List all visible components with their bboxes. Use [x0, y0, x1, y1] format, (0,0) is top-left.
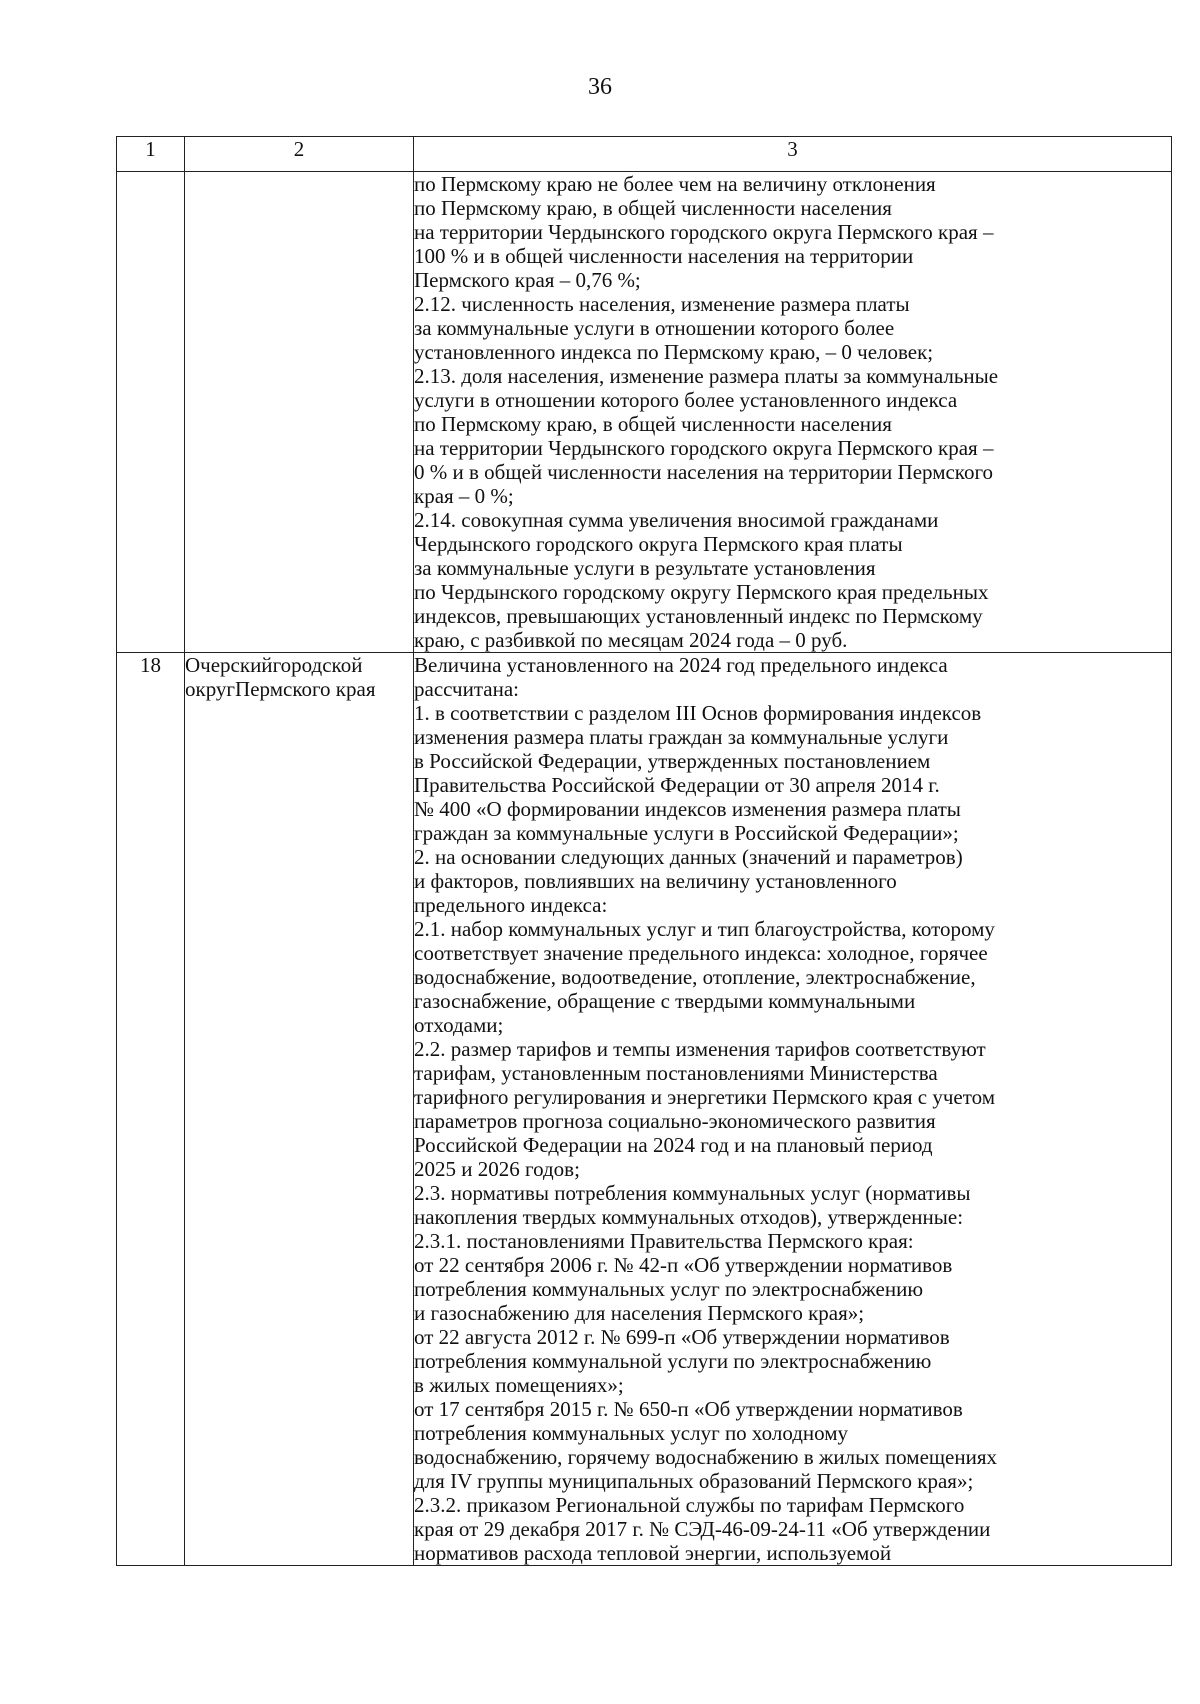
- text-line: соответствует значение предельного индекса: холодное, горячее: [414, 941, 988, 965]
- text-line: водоснабжение, водоотведение, отопление, электроснабжение,: [414, 965, 976, 989]
- document-table: [116, 136, 1172, 1566]
- table-header-row: [117, 137, 1172, 172]
- text-line: за коммунальные услуги в отношении которого более: [414, 316, 895, 340]
- column-header-3: 3: [414, 137, 1172, 172]
- table-row-continued: [117, 172, 1172, 653]
- table-row-18: [117, 653, 1172, 1566]
- text-line: по Пермскому краю, в общей численности населения: [414, 196, 892, 220]
- text-line: Величина установленного на 2024 год предельного индекса: [414, 653, 948, 677]
- column-header-2: 2: [185, 137, 414, 172]
- municipality-cell: [185, 172, 414, 653]
- text-line: № 400 «О формировании индексов изменения размера платы: [414, 797, 961, 821]
- text-line: 2.1. набор коммунальных услуг и тип благоустройства, которому: [414, 917, 995, 941]
- text-line: 2.13. доля населения, изменение размера платы за коммунальные: [414, 364, 999, 388]
- text-line: 2.2. размер тарифов и темпы изменения тарифов соответствуют: [414, 1037, 986, 1061]
- text-line: от 17 сентября 2015 г. № 650-п «Об утверждении нормативов: [414, 1397, 963, 1421]
- text-line: края от 29 декабря 2017 г. № СЭД-46-09-24-11 «Об утверждении: [414, 1517, 991, 1541]
- text-line: краю, с разбивкой по месяцам 2024 года – 0 руб.: [414, 628, 848, 652]
- text-line: Российской Федерации на 2024 год и на плановый период: [414, 1133, 933, 1157]
- text-line: по Чердынского городскому округу Пермского края предельных: [414, 580, 989, 604]
- text-line: за коммунальные услуги в результате установления: [414, 556, 876, 580]
- text-line: потребления коммунальной услуги по электроснабжению: [414, 1349, 932, 1373]
- text-line: отходами;: [414, 1013, 504, 1037]
- text-line: предельного индекса:: [414, 893, 608, 917]
- text-line: водоснабжению, горячему водоснабжению в жилых помещениях: [414, 1445, 998, 1469]
- municipality-name-line: городской округ: [185, 653, 363, 701]
- text-line: установленного индекса по Пермскому краю, – 0 человек;: [414, 340, 934, 364]
- text-line: индексов, превышающих установленный индекс по Пермскому: [414, 604, 983, 628]
- text-line: края – 0 %;: [414, 484, 514, 508]
- text-line: от 22 августа 2012 г. № 699-п «Об утверждении нормативов: [414, 1325, 950, 1349]
- text-line: тарифного регулирования и энергетики Пермского края с учетом: [414, 1085, 996, 1109]
- text-line: рассчитана:: [414, 677, 519, 701]
- page-number: 36: [588, 74, 612, 100]
- text-line: нормативов расхода тепловой энергии, используемой: [414, 1541, 892, 1565]
- text-line: Пермского края – 0,76 %;: [414, 268, 641, 292]
- text-line: 100 % и в общей численности населения на территории: [414, 244, 914, 268]
- text-line: граждан за коммунальные услуги в Российской Федерации»;: [414, 821, 959, 845]
- text-line: 2. на основании следующих данных (значений и параметров): [414, 845, 963, 869]
- text-line: в жилых помещениях»;: [414, 1373, 624, 1397]
- text-line: изменения размера платы граждан за коммунальные услуги: [414, 725, 949, 749]
- description-cell: [414, 172, 1172, 653]
- text-line: накопления твердых коммунальных отходов), утвержденные:: [414, 1205, 964, 1229]
- text-line: 1. в соответствии с разделом III Основ формирования индексов: [414, 701, 982, 725]
- text-line: 2.3.1. постановлениями Правительства Пермского края:: [414, 1229, 914, 1253]
- text-line: и газоснабжению для населения Пермского края»;: [414, 1301, 865, 1325]
- row-number-cell: [117, 172, 185, 653]
- text-line: на территории Чердынского городского округа Пермского края –: [414, 220, 994, 244]
- text-line: 0 % и в общей численности населения на территории Пермского: [414, 460, 994, 484]
- text-line: 2025 и 2026 годов;: [414, 1157, 580, 1181]
- text-line: на территории Чердынского городского округа Пермского края –: [414, 436, 994, 460]
- text-line: в Российской Федерации, утвержденных постановлением: [414, 749, 931, 773]
- text-line: Чердынского городского округа Пермского края платы: [414, 532, 903, 556]
- text-line: 2.3. нормативы потребления коммунальных услуг (нормативы: [414, 1181, 971, 1205]
- text-line: услуги в отношении которого более установленного индекса: [414, 388, 958, 412]
- text-line: 2.3.2. приказом Региональной службы по тарифам Пермского: [414, 1493, 965, 1517]
- text-line: от 22 сентября 2006 г. № 42-п «Об утверждении нормативов: [414, 1253, 953, 1277]
- text-line: потребления коммунальных услуг по электроснабжению: [414, 1277, 924, 1301]
- text-line: для IV группы муниципальных образований Пермского края»;: [414, 1469, 974, 1493]
- municipality-name-line: Очерский: [185, 653, 273, 677]
- municipality-cell: [185, 653, 414, 1566]
- row-number-cell: 18: [117, 653, 185, 1566]
- description-cell: [414, 653, 1172, 1566]
- text-line: газоснабжение, обращение с твердыми коммунальными: [414, 989, 916, 1013]
- text-line: потребления коммунальных услуг по холодному: [414, 1421, 849, 1445]
- text-line: параметров прогноза социально-экономического развития: [414, 1109, 936, 1133]
- text-line: и факторов, повлиявших на величину установленного: [414, 869, 897, 893]
- text-line: по Пермскому краю, в общей численности населения: [414, 412, 892, 436]
- text-line: 2.14. совокупная сумма увеличения вносимой гражданами: [414, 508, 939, 532]
- text-line: по Пермскому краю не более чем на величину отклонения: [414, 172, 936, 196]
- text-line: Правительства Российской Федерации от 30 апреля 2014 г.: [414, 773, 940, 797]
- municipality-name-line: Пермского края: [235, 677, 376, 701]
- column-header-1: 1: [117, 137, 185, 172]
- text-line: тарифам, установленным постановлениями Министерства: [414, 1061, 938, 1085]
- text-line: 2.12. численность населения, изменение размера платы: [414, 292, 910, 316]
